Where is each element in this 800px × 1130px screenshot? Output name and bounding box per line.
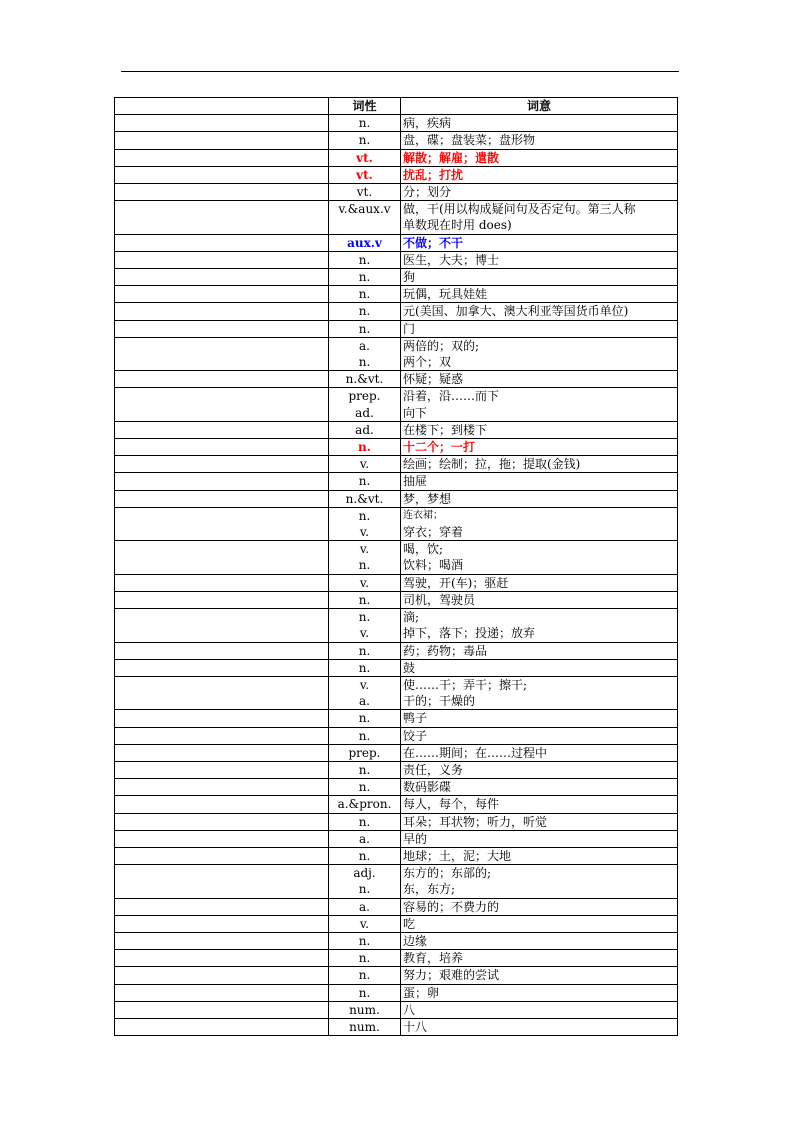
table-row <box>115 421 678 438</box>
meaning-cell <box>401 744 678 761</box>
meaning-cell <box>401 609 678 642</box>
meaning-text: 医生，大夫；博士 <box>403 252 500 267</box>
pos-cell <box>329 456 401 473</box>
word-cell <box>115 115 329 132</box>
pos-text: v. <box>359 677 370 692</box>
meaning-text: 两个；双 <box>403 355 452 370</box>
meaning-cell <box>401 286 678 303</box>
pos-text: n. <box>358 780 371 795</box>
meaning-text: 鸭子 <box>403 711 428 726</box>
meaning-text: 盘，碟；盘装菜；盘形物 <box>403 133 536 148</box>
word-cell <box>115 984 329 1001</box>
table-row <box>115 779 678 796</box>
pos-cell <box>329 642 401 659</box>
meaning-text: 耳朵；耳状物；听力，听觉 <box>403 814 548 829</box>
word-cell <box>115 269 329 286</box>
table-row <box>115 320 678 337</box>
meaning-cell <box>401 166 678 183</box>
meaning-text: 梦，梦想 <box>403 491 452 506</box>
meaning-cell <box>401 115 678 132</box>
pos-cell <box>329 609 401 642</box>
pos-cell <box>329 898 401 915</box>
pos-cell <box>329 115 401 132</box>
pos-text: ad. <box>355 422 374 437</box>
pos-cell <box>329 184 401 201</box>
meaning-text: 在楼下；到楼下 <box>403 422 488 437</box>
meaning-cell <box>401 132 678 149</box>
word-cell <box>115 303 329 320</box>
pos-text: n. <box>358 762 371 777</box>
meaning-cell <box>401 779 678 796</box>
meaning-text: 门 <box>403 321 416 336</box>
pos-cell <box>329 676 401 709</box>
meaning-text: 玩偶，玩具娃娃 <box>403 287 488 302</box>
meaning-cell <box>401 421 678 438</box>
pos-cell <box>329 813 401 830</box>
meaning-text: 责任，义务 <box>403 762 464 777</box>
meaning-cell <box>401 967 678 984</box>
pos-cell <box>329 830 401 847</box>
meaning-cell <box>401 320 678 337</box>
meaning-text: 饮料；喝酒 <box>403 558 464 573</box>
meaning-cell <box>401 490 678 507</box>
meaning-text: 药；药物；毒品 <box>403 643 488 658</box>
meaning-cell <box>401 813 678 830</box>
table-row <box>115 201 678 234</box>
meaning-cell <box>401 761 678 778</box>
word-cell <box>115 676 329 709</box>
table-row <box>115 507 678 540</box>
pos-cell <box>329 761 401 778</box>
pos-cell <box>329 779 401 796</box>
pos-cell <box>329 932 401 949</box>
pos-text: v. <box>359 575 370 590</box>
pos-text: num. <box>349 1002 380 1017</box>
word-cell <box>115 1018 329 1035</box>
pos-cell <box>329 371 401 388</box>
pos-text: v. <box>359 542 370 557</box>
meaning-text: 解散；解雇；遣散 <box>403 150 500 165</box>
meaning-cell <box>401 269 678 286</box>
word-cell <box>115 796 329 813</box>
pos-cell <box>329 490 401 507</box>
table-row <box>115 761 678 778</box>
meaning-cell <box>401 507 678 540</box>
meaning-text: 容易的；不费力的 <box>403 899 500 914</box>
pos-text: n. <box>358 933 371 948</box>
table-row <box>115 303 678 320</box>
word-cell <box>115 779 329 796</box>
meaning-text: 在……期间；在……过程中 <box>403 745 548 760</box>
table-row <box>115 676 678 709</box>
meaning-cell <box>401 456 678 473</box>
pos-text: n. <box>358 848 371 863</box>
meaning-cell <box>401 727 678 744</box>
meaning-text: 努力；艰难的尝试 <box>403 968 500 983</box>
meaning-text: 掉下，落下；投递；放弃 <box>403 626 536 641</box>
table-row <box>115 744 678 761</box>
pos-text: vt. <box>356 150 373 165</box>
pos-cell <box>329 796 401 813</box>
meaning-cell <box>401 847 678 864</box>
pos-text: adj. <box>353 866 376 881</box>
meaning-cell <box>401 676 678 709</box>
meaning-cell <box>401 201 678 234</box>
pos-text: num. <box>349 1019 380 1034</box>
table-row <box>115 796 678 813</box>
meaning-cell <box>401 234 678 251</box>
meaning-text: 绘画；绘制；拉，拖；提取(金钱) <box>403 457 581 472</box>
pos-cell <box>329 1001 401 1018</box>
word-cell <box>115 507 329 540</box>
word-cell <box>115 744 329 761</box>
pos-cell <box>329 303 401 320</box>
pos-text: n. <box>358 951 371 966</box>
meaning-text: 单数现在时用 does) <box>403 218 512 233</box>
word-cell <box>115 337 329 370</box>
table-row <box>115 727 678 744</box>
meaning-text: 司机，驾驶员 <box>403 592 476 607</box>
pos-cell <box>329 541 401 574</box>
pos-text: n. <box>358 610 371 625</box>
word-cell <box>115 286 329 303</box>
table-row <box>115 269 678 286</box>
pos-cell <box>329 149 401 166</box>
meaning-text: 使……干；弄干；擦干; <box>403 677 528 692</box>
table-row <box>115 915 678 932</box>
word-cell <box>115 659 329 676</box>
pos-text: n. <box>358 474 371 489</box>
pos-text: a. <box>359 899 370 914</box>
table-row <box>115 541 678 574</box>
meaning-text: 东，东方; <box>403 882 456 897</box>
meaning-cell <box>401 439 678 456</box>
meaning-text: 两倍的；双的; <box>403 338 480 353</box>
table-row <box>115 642 678 659</box>
pos-text: n. <box>358 133 371 148</box>
word-cell <box>115 1001 329 1018</box>
word-cell <box>115 439 329 456</box>
pos-cell <box>329 507 401 540</box>
meaning-text: 蛋；卵 <box>403 985 440 1000</box>
pos-text: n. <box>358 882 371 897</box>
table-row <box>115 967 678 984</box>
word-cell <box>115 184 329 201</box>
meaning-text: 怀疑；疑惑 <box>403 372 464 387</box>
table-row <box>115 950 678 967</box>
pos-cell <box>329 744 401 761</box>
pos-text: n. <box>358 252 371 267</box>
meaning-text: 边缘 <box>403 933 428 948</box>
pos-text: n. <box>358 711 371 726</box>
pos-cell <box>329 967 401 984</box>
pos-text: vt. <box>356 167 373 182</box>
meaning-text: 鼓 <box>403 660 416 675</box>
table-row <box>115 813 678 830</box>
table-row <box>115 439 678 456</box>
table-row <box>115 473 678 490</box>
pos-cell <box>329 132 401 149</box>
pos-column-header: 词性 <box>329 98 401 115</box>
word-cell <box>115 609 329 642</box>
pos-text: n. <box>358 728 371 743</box>
meaning-text: 早的 <box>403 831 428 846</box>
table-row <box>115 286 678 303</box>
meaning-cell <box>401 659 678 676</box>
pos-cell <box>329 950 401 967</box>
meaning-text: 连衣裙； <box>403 509 443 521</box>
table-row <box>115 591 678 608</box>
meaning-text: 八 <box>403 1002 416 1017</box>
word-cell <box>115 149 329 166</box>
meaning-text: 数码影碟 <box>403 780 452 795</box>
word-cell <box>115 642 329 659</box>
pos-text: aux.v <box>347 235 382 250</box>
pos-text: n. <box>358 660 371 675</box>
pos-text: n. <box>358 287 371 302</box>
pos-text: ad. <box>355 405 374 420</box>
table-row <box>115 456 678 473</box>
meaning-text: 分；划分 <box>403 185 452 200</box>
pos-cell <box>329 727 401 744</box>
pos-text: a. <box>359 338 370 353</box>
word-cell <box>115 591 329 608</box>
meaning-text: 元(美国、加拿大、澳大利亚等国货币单位) <box>403 304 629 319</box>
pos-text: v.&aux.v <box>338 202 391 217</box>
meaning-cell <box>401 184 678 201</box>
word-cell <box>115 251 329 268</box>
meaning-cell <box>401 337 678 370</box>
word-cell <box>115 950 329 967</box>
pos-cell <box>329 234 401 251</box>
meaning-cell <box>401 915 678 932</box>
word-cell <box>115 915 329 932</box>
table-row <box>115 251 678 268</box>
meaning-cell <box>401 1018 678 1035</box>
meaning-text: 做，干(用以构成疑问句及否定句。第三人称 <box>403 202 636 217</box>
pos-text: n. <box>358 558 371 573</box>
word-cell <box>115 967 329 984</box>
meaning-cell <box>401 984 678 1001</box>
meaning-text: 滴; <box>403 610 420 625</box>
pos-cell <box>329 710 401 727</box>
pos-cell <box>329 201 401 234</box>
pos-cell <box>329 574 401 591</box>
pos-cell <box>329 388 401 421</box>
word-cell <box>115 830 329 847</box>
meaning-cell <box>401 1001 678 1018</box>
pos-text: a. <box>359 694 370 709</box>
pos-text: n. <box>358 304 371 319</box>
pos-cell <box>329 251 401 268</box>
pos-cell <box>329 320 401 337</box>
pos-cell <box>329 847 401 864</box>
meaning-text: 干的；干燥的 <box>403 694 476 709</box>
pos-text: n. <box>358 968 371 983</box>
meaning-cell <box>401 149 678 166</box>
meaning-cell <box>401 932 678 949</box>
meaning-text: 不做；不干 <box>403 235 464 250</box>
pos-cell <box>329 473 401 490</box>
meaning-cell <box>401 865 678 898</box>
pos-cell <box>329 439 401 456</box>
word-cell <box>115 490 329 507</box>
meaning-text: 每人，每个，每件 <box>403 797 500 812</box>
table-row <box>115 490 678 507</box>
pos-cell <box>329 915 401 932</box>
meaning-cell <box>401 591 678 608</box>
table-row <box>115 865 678 898</box>
meaning-text: 病，疾病 <box>403 116 452 131</box>
pos-cell <box>329 286 401 303</box>
pos-text: n. <box>358 814 371 829</box>
table-row <box>115 609 678 642</box>
meaning-text: 抽屉 <box>403 474 428 489</box>
pos-text: n. <box>358 508 371 523</box>
pos-cell <box>329 591 401 608</box>
meaning-cell <box>401 541 678 574</box>
pos-text: a.&pron. <box>337 797 392 812</box>
word-cell <box>115 727 329 744</box>
word-cell <box>115 371 329 388</box>
vocabulary-table-body <box>115 115 678 1036</box>
table-row <box>115 149 678 166</box>
table-row <box>115 371 678 388</box>
pos-text: n. <box>358 985 371 1000</box>
meaning-text: 狗 <box>403 270 416 285</box>
word-cell <box>115 847 329 864</box>
meaning-text: 穿衣；穿着 <box>403 525 464 540</box>
pos-text: prep. <box>348 389 381 404</box>
pos-text: vt. <box>356 185 373 200</box>
pos-cell <box>329 984 401 1001</box>
table-row <box>115 984 678 1001</box>
word-cell <box>115 710 329 727</box>
table-row <box>115 898 678 915</box>
meaning-text: 十八 <box>403 1019 428 1034</box>
pos-cell <box>329 421 401 438</box>
meaning-text: 饺子 <box>403 728 428 743</box>
meaning-text: 喝，饮; <box>403 542 444 557</box>
meaning-cell <box>401 574 678 591</box>
meaning-cell <box>401 950 678 967</box>
meaning-cell <box>401 796 678 813</box>
meaning-cell <box>401 303 678 320</box>
pos-text: n. <box>358 592 371 607</box>
table-row <box>115 932 678 949</box>
meaning-text: 吃 <box>403 916 416 931</box>
pos-cell <box>329 865 401 898</box>
table-row <box>115 710 678 727</box>
pos-cell <box>329 337 401 370</box>
meaning-cell <box>401 898 678 915</box>
table-row <box>115 388 678 421</box>
word-cell <box>115 813 329 830</box>
meaning-cell <box>401 371 678 388</box>
table-row <box>115 132 678 149</box>
meaning-cell <box>401 642 678 659</box>
pos-cell <box>329 1018 401 1035</box>
word-cell <box>115 574 329 591</box>
word-cell <box>115 132 329 149</box>
meaning-cell <box>401 710 678 727</box>
pos-text: n. <box>358 270 371 285</box>
pos-text: n. <box>358 355 371 370</box>
word-cell <box>115 166 329 183</box>
pos-text: n. <box>358 440 371 455</box>
word-cell <box>115 388 329 421</box>
table-row <box>115 166 678 183</box>
table-row <box>115 574 678 591</box>
meaning-text: 东方的；东部的; <box>403 866 492 881</box>
word-cell <box>115 865 329 898</box>
vocabulary-table <box>114 97 678 1036</box>
word-cell <box>115 473 329 490</box>
pos-text: prep. <box>348 745 381 760</box>
meaning-text: 地球；土，泥；大地 <box>403 848 512 863</box>
table-row <box>115 830 678 847</box>
pos-cell <box>329 269 401 286</box>
table-row <box>115 847 678 864</box>
table-row <box>115 337 678 370</box>
meaning-text: 教育，培养 <box>403 951 464 966</box>
pos-text: n. <box>358 116 371 131</box>
pos-text: n.&vt. <box>345 372 384 387</box>
pos-text: n.&vt. <box>345 491 384 506</box>
word-cell <box>115 761 329 778</box>
meaning-cell <box>401 473 678 490</box>
meaning-text: 十二个；一打 <box>403 440 476 455</box>
meaning-text: 驾驶，开(车)；驱赶 <box>403 575 509 590</box>
table-row <box>115 234 678 251</box>
meaning-cell <box>401 251 678 268</box>
pos-cell <box>329 166 401 183</box>
pos-text: v. <box>359 626 370 641</box>
pos-cell <box>329 659 401 676</box>
word-cell <box>115 932 329 949</box>
table-row <box>115 659 678 676</box>
word-cell <box>115 456 329 473</box>
word-cell <box>115 201 329 234</box>
pos-text: v. <box>359 525 370 540</box>
pos-text: n. <box>358 321 371 336</box>
word-cell <box>115 898 329 915</box>
pos-text: v. <box>359 457 370 472</box>
meaning-text: 扰乱；打扰 <box>403 167 464 182</box>
word-cell <box>115 541 329 574</box>
word-cell <box>115 421 329 438</box>
table-row <box>115 1018 678 1035</box>
word-cell <box>115 234 329 251</box>
pos-text: v. <box>359 916 370 931</box>
meaning-text: 沿着，沿……而下 <box>403 389 500 404</box>
table-row <box>115 1001 678 1018</box>
meaning-text: 向下 <box>403 405 428 420</box>
table-header-row <box>115 98 678 115</box>
table-row <box>115 184 678 201</box>
meaning-cell <box>401 830 678 847</box>
meaning-cell <box>401 388 678 421</box>
table-row <box>115 115 678 132</box>
word-cell <box>115 320 329 337</box>
meaning-column-header: 词意 <box>401 98 678 115</box>
pos-text: a. <box>359 831 370 846</box>
word-column-header <box>115 98 329 115</box>
page-header-rule <box>121 71 679 72</box>
pos-text: n. <box>358 643 371 658</box>
